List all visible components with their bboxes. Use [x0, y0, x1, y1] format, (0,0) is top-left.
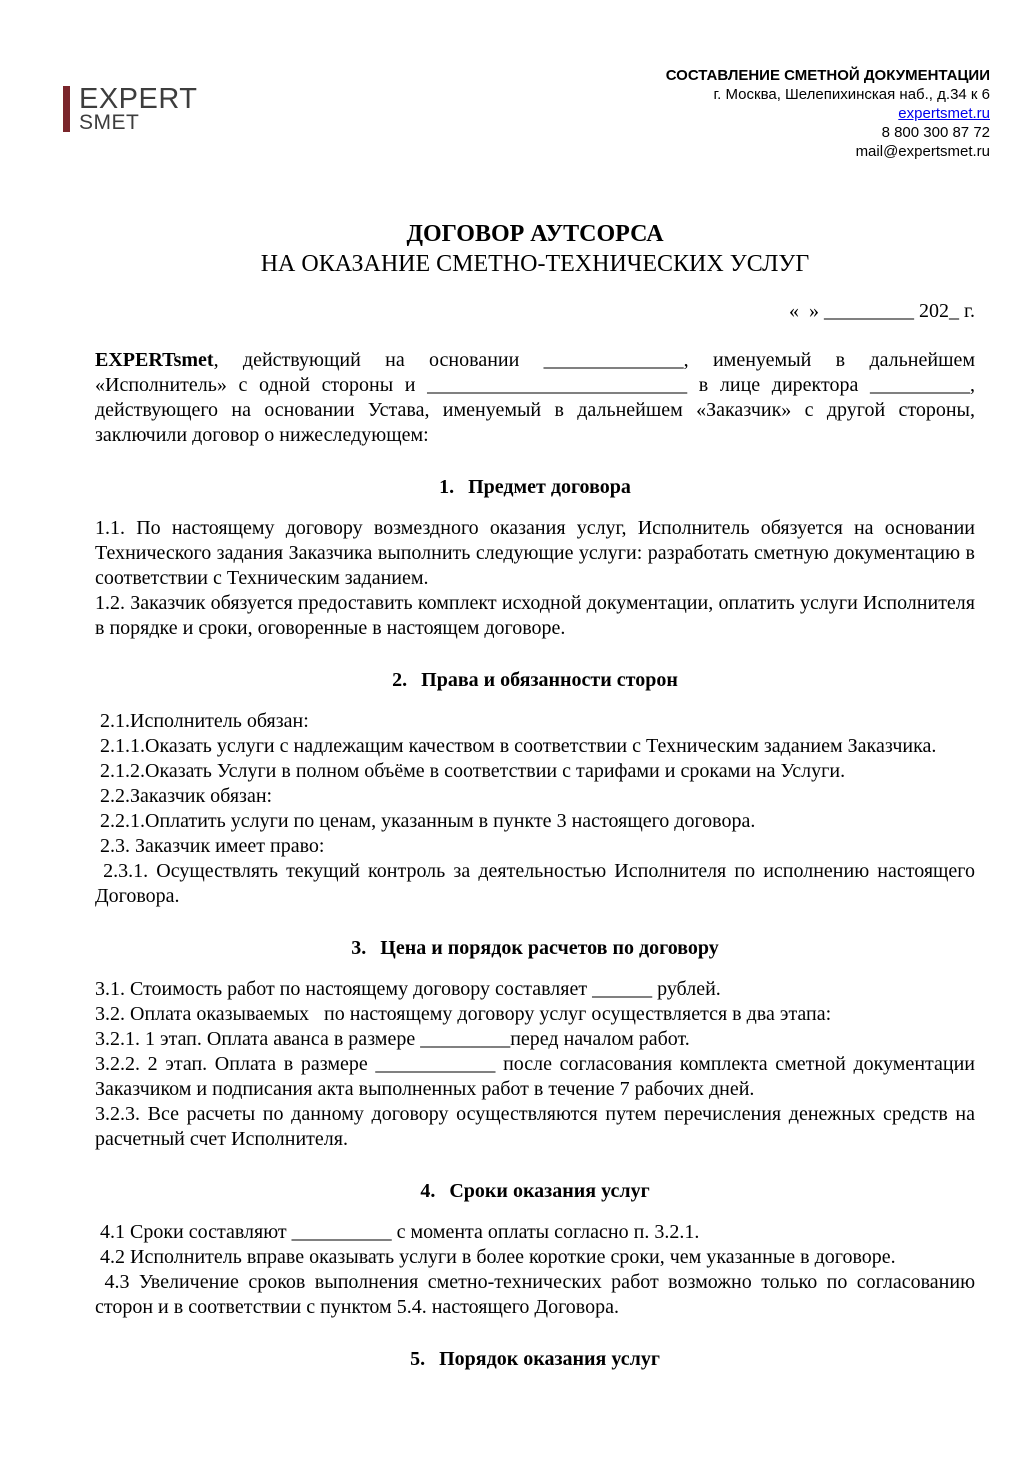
paragraph-4-3: 4.3 Увеличение сроков выполнения сметно-технических работ возможно только по согласованию сторон и в соответствии с пунктом 5.4. настоящего Договора. [95, 1271, 981, 1318]
paragraph-3-2: 3.2. Оплата оказываемых по настоящему договору услуг осуществляется в два этапа: [95, 1003, 832, 1025]
section-3-number: 3. [351, 937, 367, 959]
document-title-block [95, 219, 975, 279]
section-4-title: Сроки оказания услуг [449, 1180, 650, 1202]
paragraph-2-3-1: 2.3.1. Осуществлять текущий контроль за деятельностью Исполнителя по исполнению настоящего Договора. [95, 860, 980, 907]
logo-bar-icon [63, 86, 70, 132]
document-subtitle: НА ОКАЗАНИЕ СМЕТНО-ТЕХНИЧЕСКИХ УСЛУГ [260, 251, 810, 277]
paragraph-3-2-1: 3.2.1. 1 этап. Оплата аванса в размере _________перед началом работ. [95, 1028, 690, 1050]
section-1-title: Предмет договора [468, 476, 631, 498]
contact-title: СОСТАВЛЕНИЕ СМЕТНОЙ ДОКУМЕНТАЦИИ [665, 67, 990, 84]
section-5-title: Порядок оказания услуг [439, 1348, 660, 1370]
section-3-title: Цена и порядок расчетов по договору [380, 937, 719, 959]
section-1-number: 1. [439, 476, 455, 498]
paragraph-3-2-3: 3.2.3. Все расчеты по данному договору осуществляются путем перечисления денежных средств на расчетный счет Исполнителя. [95, 1103, 980, 1150]
paragraph-2-1-1: 2.1.1.Оказать услуги с надлежащим качеством в соответствии с Техническим заданием Заказчика. [95, 735, 937, 757]
company-name: EXPERTsmet [95, 349, 214, 371]
contact-address: г. Москва, Шелепихинская наб., д.34 к 6 [713, 86, 990, 103]
section-1-heading [95, 475, 975, 500]
page-header [0, 0, 1036, 161]
paragraph-2-2-1: 2.2.1.Оплатить услуги по ценам, указанным в пункте 3 настоящего договора. [95, 810, 756, 832]
section-4-number: 4. [420, 1180, 436, 1202]
paragraph-4-2: 4.2 Исполнитель вправе оказывать услуги в более короткие сроки, чем указанные в договоре. [95, 1246, 896, 1268]
paragraph-4-1: 4.1 Сроки составляют __________ с момента оплаты согласно п. 3.2.1. [95, 1221, 700, 1243]
date-line: « » _________ 202_ г. [789, 300, 975, 322]
contact-phone: 8 800 300 87 72 [881, 124, 990, 141]
paragraph-3-2-2: 3.2.2. 2 этап. Оплата в размере ____________ после согласования комплекта сметной документации Заказчиком и подписания акта выполненных работ в течение 7 рабочих дней. [95, 1053, 980, 1100]
paragraph-2-1-2: 2.1.2.Оказать Услуги в полном объёме в соответствии с тарифами и сроками на Услуги. [95, 760, 846, 782]
paragraph-2-1: 2.1.Исполнитель обязан: [95, 710, 309, 732]
logo-text-expert: EXPERT [79, 83, 198, 115]
section-2-title: Права и обязанности сторон [421, 669, 678, 691]
company-logo [63, 83, 198, 134]
paragraph-2-3: 2.3. Заказчик имеет право: [95, 835, 325, 857]
document-title: ДОГОВОР АУТСОРСА [406, 221, 664, 247]
paragraph-2-2: 2.2.Заказчик обязан: [95, 785, 273, 807]
section-2-number: 2. [392, 669, 408, 691]
contract-document [95, 219, 981, 1372]
section-5-number: 5. [410, 1348, 426, 1370]
logo-text [79, 83, 198, 134]
paragraph-1-1: 1.1. По настоящему договору возмездного оказания услуг, Исполнитель обязуется на основании Технического задания Заказчика выполнить следующие услуги: разработать сметную документацию в соответствии с Техническим заданием. [95, 517, 980, 589]
paragraph-3-1: 3.1. Стоимость работ по настоящему договору составляет ______ рублей. [95, 978, 721, 1000]
section-5-heading [95, 1347, 975, 1372]
contact-block [666, 66, 990, 161]
section-3-heading [95, 936, 975, 961]
intro-text: , действующий на основании ______________, именуемый в дальнейшем «Исполнитель» с одной стороны и __________________________ в лице директора __________, действующего на основании Устава, именуемый в дальнейшем «Заказчик» с другой стороны, заключили договор о нижеследующем: [95, 349, 980, 446]
section-4-heading [95, 1179, 975, 1204]
contact-email: mail@expertsmet.ru [855, 143, 990, 160]
logo-text-smet: SMET [79, 111, 140, 134]
intro-paragraph [95, 348, 980, 448]
website-link[interactable]: expertsmet.ru [898, 105, 990, 122]
paragraph-1-2: 1.2. Заказчик обязуется предоставить комплект исходной документации, оплатить услуги Исполнителя в порядке и сроки, оговоренные в настоящем договоре. [95, 592, 980, 639]
section-2-heading [95, 668, 975, 693]
